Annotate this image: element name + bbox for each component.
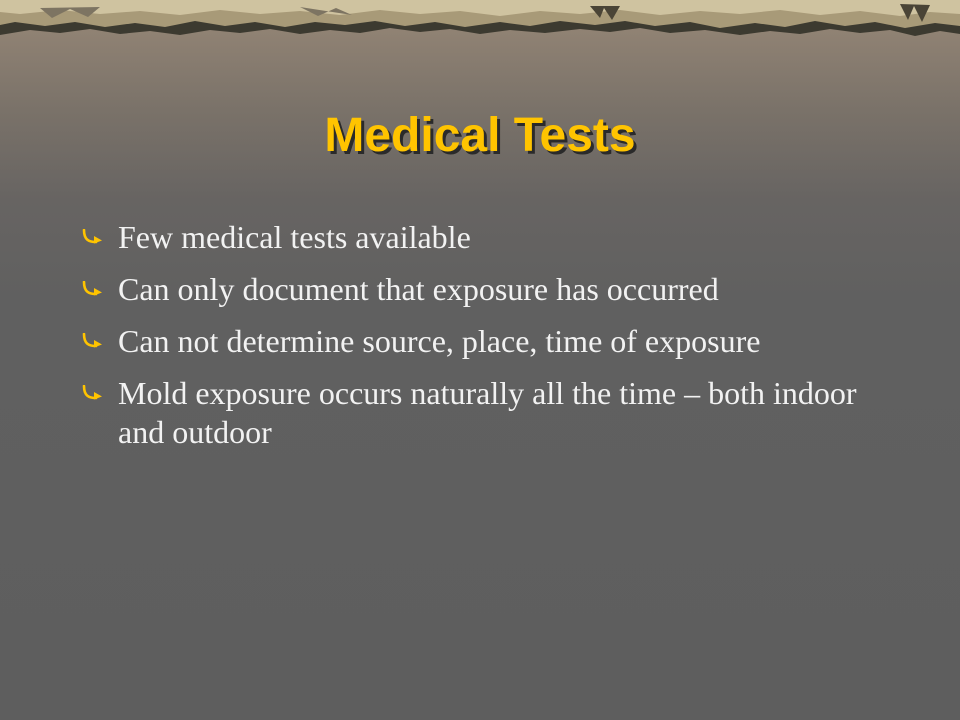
curved-arrow-icon [82, 333, 104, 349]
bullet-text: Mold exposure occurs naturally all the time – both indoor and outdoor [118, 375, 857, 450]
slide-title: Medical Tests [324, 109, 636, 162]
torn-paper-banner [0, 0, 960, 40]
curved-arrow-icon [82, 385, 104, 401]
curved-arrow-icon [82, 281, 104, 297]
bullet-text: Few medical tests available [118, 219, 471, 255]
bullet-item [82, 270, 882, 309]
bullet-text: Can only document that exposure has occurred [118, 271, 719, 307]
curved-arrow-icon [82, 229, 104, 245]
bullet-item [82, 322, 882, 361]
bullet-item [82, 218, 882, 257]
bullet-list [82, 218, 882, 465]
bullet-item [82, 374, 882, 452]
bullet-text: Can not determine source, place, time of exposure [118, 323, 761, 359]
